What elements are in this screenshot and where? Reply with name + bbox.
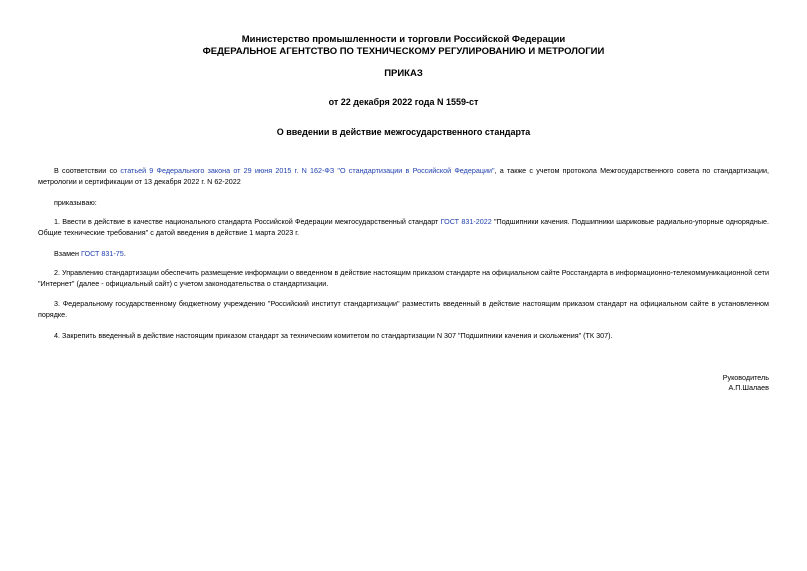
item-3-paragraph: 3. Федеральному государственному бюджетному учреждению "Российский институт стандартизации" разместить введенный в действие настоящим приказом стандарт на официальном сайте в установленном порядке. [38, 299, 769, 319]
signature-name: А.П.Шалаев [728, 383, 769, 392]
document-title: О введении в действие межгосударственного стандарта [276, 127, 531, 137]
date-number-line: от 22 декабря 2022 года N 1559-ст [328, 97, 479, 107]
item-4-paragraph: 4. Закрепить введенный в действие настоящим приказом стандарт за техническим комитетом по стандартизации N 307 "Подшипники качения и скольжения" (ТК 307). [54, 331, 613, 340]
gost-831-75-link[interactable]: ГОСТ 831-75 [81, 249, 124, 258]
replacement-suffix: . [123, 249, 126, 258]
basis-paragraph [38, 165, 769, 187]
signature-position: Руководитель [722, 373, 769, 382]
replacement-prefix: Взамен [54, 249, 81, 258]
item-1-suffix: "Подшипники качения. Подшипники шариковые радиально-упорные однорядные. Общие технические требования" с датой введения в действие 1 марта 2023 г. [38, 217, 770, 237]
item-1-prefix: 1. Ввести в действие в качестве национального стандарта Российской Федерации межгосударственный стандарт [54, 217, 441, 226]
document-type-heading: ПРИКАЗ [384, 68, 423, 79]
orders-line: приказываю: [54, 198, 97, 207]
ministry-heading: Министерство промышленности и торговли Российской Федерации [241, 34, 566, 45]
basis-prefix: В соответствии со [54, 166, 121, 175]
document-page [38, 0, 769, 571]
item-2-paragraph: 2. Управлению стандартизации обеспечить размещение информации о введенном в действие настоящим приказом стандарте на официальном сайте Росстандарта в информационно-телекоммуникационной сети "Интернет" (далее - официальный сайт) с учетом законодательства о стандартизации. [38, 268, 769, 288]
agency-heading: ФЕДЕРАЛЬНОЕ АГЕНТСТВО ПО ТЕХНИЧЕСКОМУ РЕГУЛИРОВАНИЮ И МЕТРОЛОГИИ [202, 46, 605, 57]
item-1-paragraph [38, 216, 769, 238]
replacement-line [38, 248, 769, 259]
federal-law-link[interactable]: статьей 9 Федерального закона от 29 июня 2015 г. N 162-ФЗ "О стандартизации в Российской Федерации" [120, 166, 495, 175]
gost-831-2022-link[interactable]: ГОСТ 831-2022 [440, 217, 492, 226]
basis-suffix: , а также с учетом протокола Межгосударственного совета по стандартизации, метрологии и сертификации от 13 декабря 2022 г. N 62-2022 [38, 166, 769, 186]
